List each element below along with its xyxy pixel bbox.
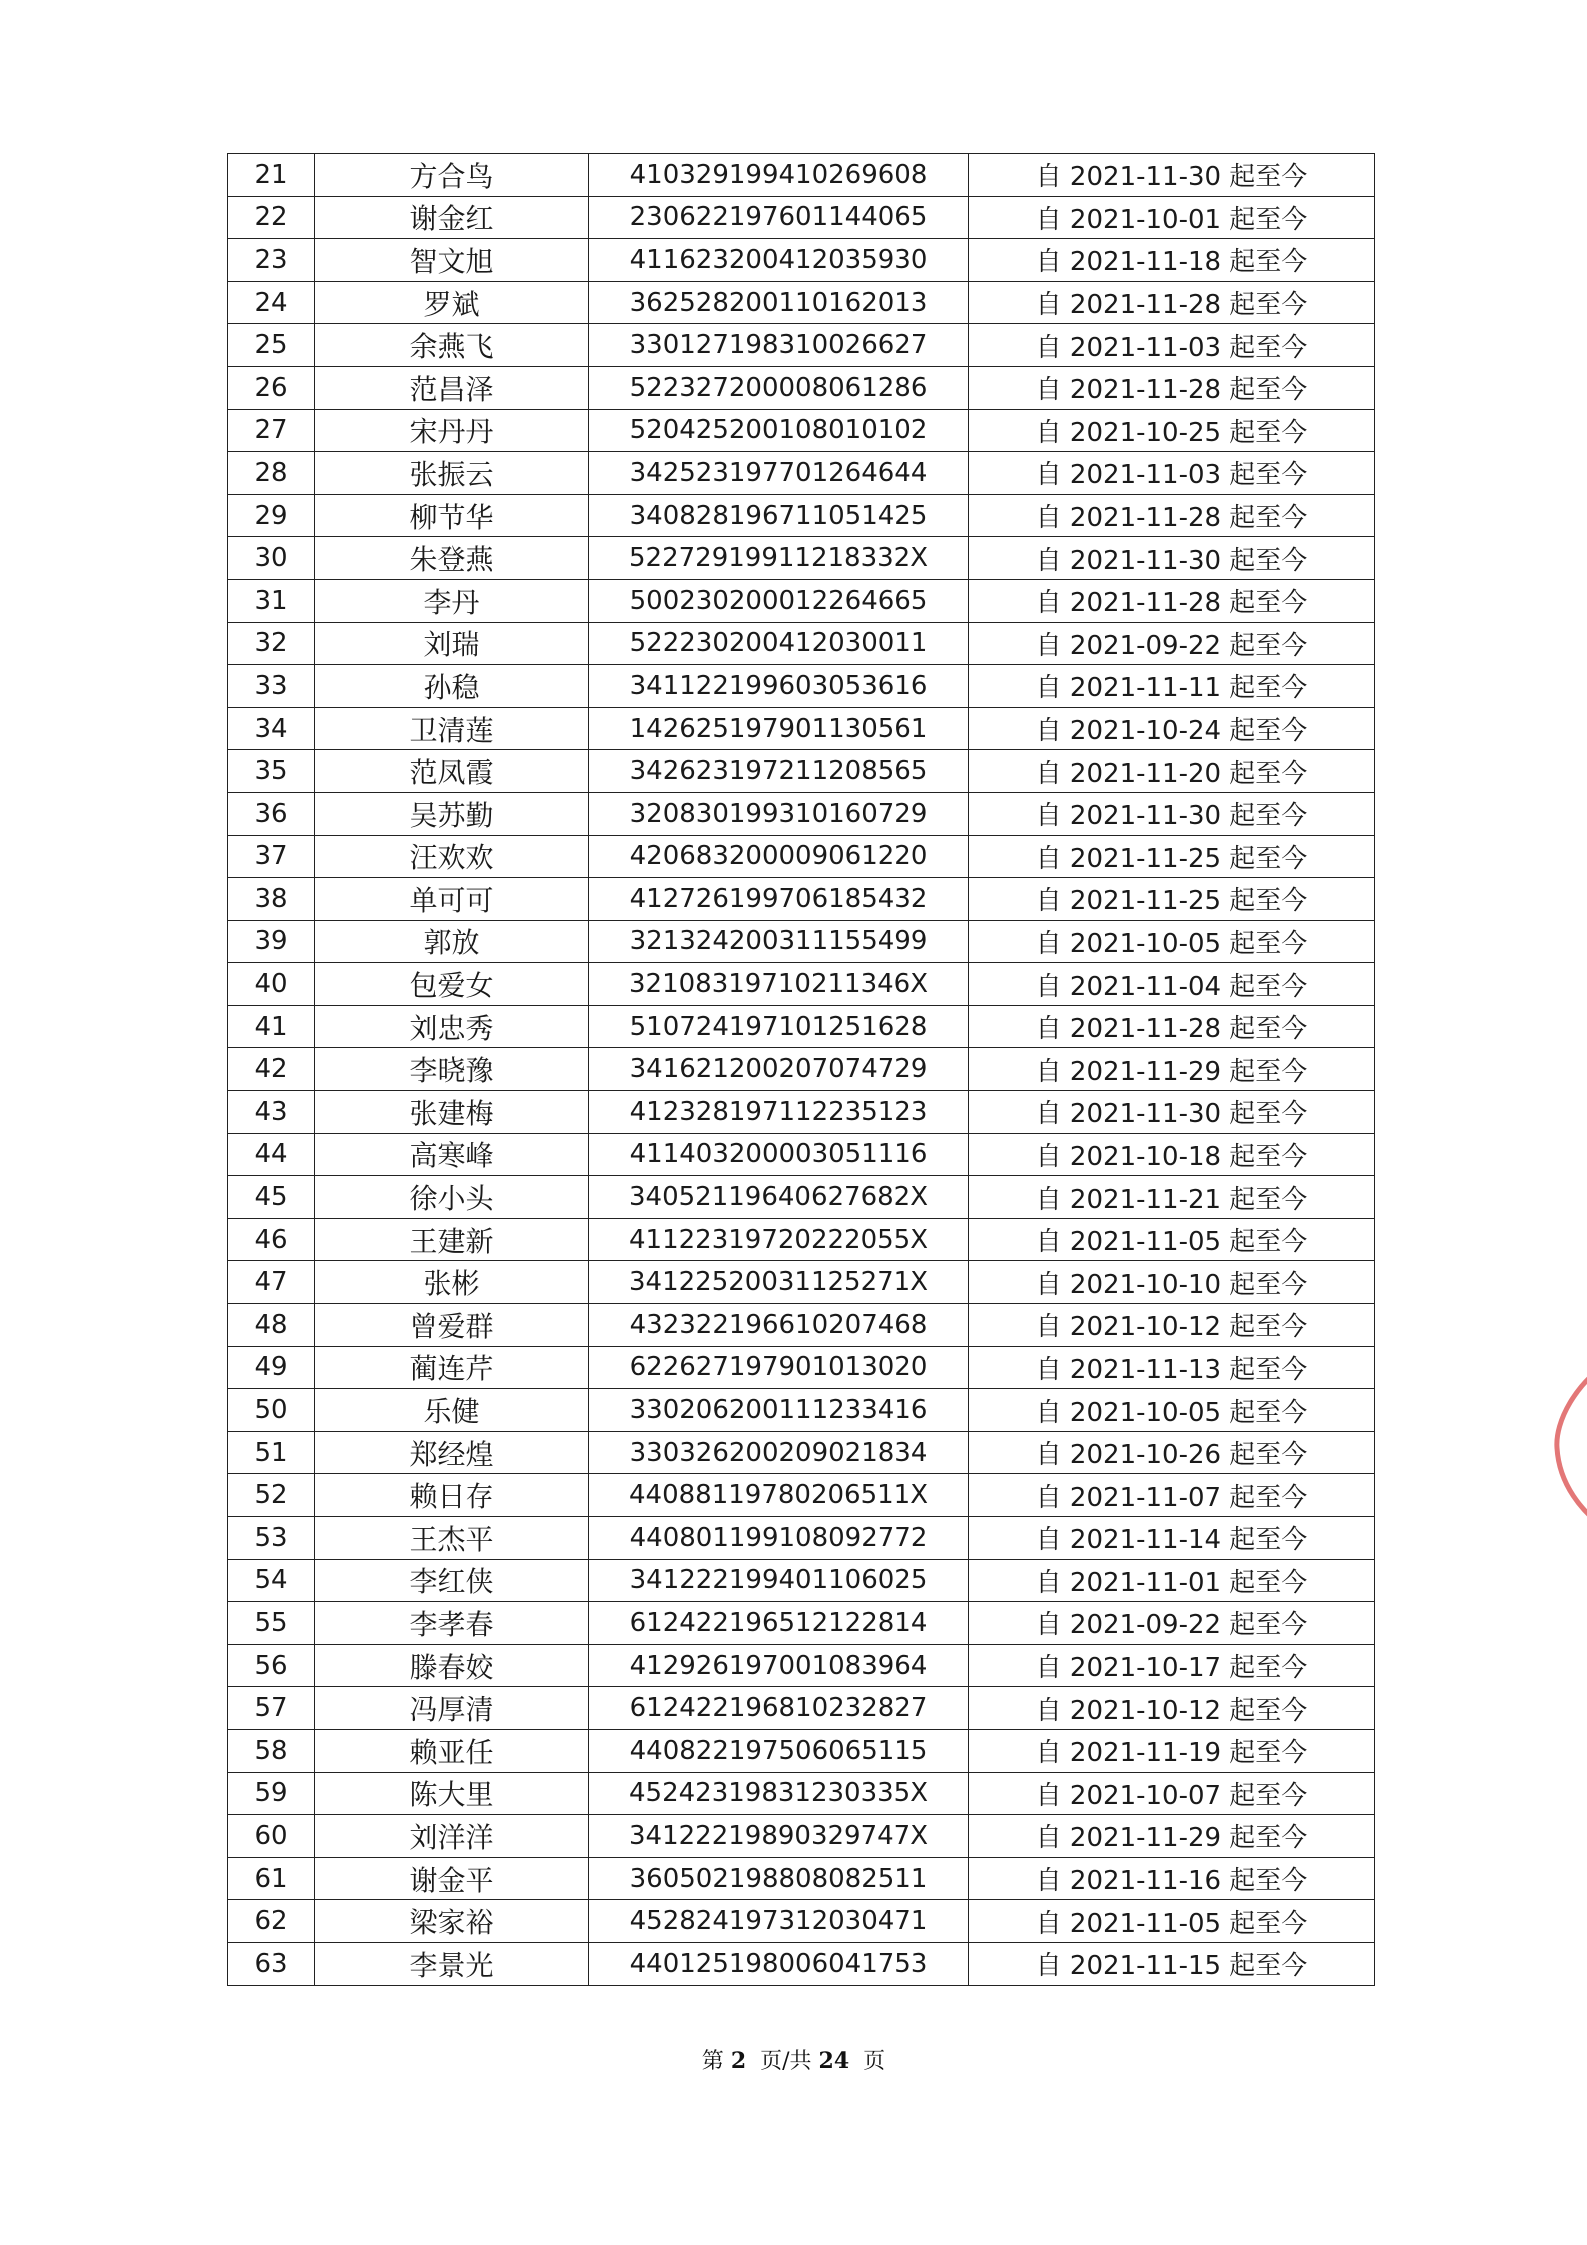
row-name-cell: 徐小头	[315, 1176, 589, 1219]
row-number-cell: 28	[228, 452, 315, 495]
row-id-number-cell: 330127198310026627	[589, 324, 969, 367]
table-row	[228, 750, 1375, 793]
row-name-cell: 柳节华	[315, 494, 589, 537]
row-number-cell: 22	[228, 196, 315, 239]
table-row	[228, 1474, 1375, 1517]
footer-middle: 页/共	[760, 2049, 812, 2074]
row-name-cell: 刘瑞	[315, 622, 589, 665]
row-number-cell: 34	[228, 707, 315, 750]
row-name-cell: 孙稳	[315, 665, 589, 708]
row-number-cell: 41	[228, 1005, 315, 1048]
row-period-cell: 自 2021-10-24 起至今	[969, 707, 1375, 750]
row-id-number-cell: 410329199410269608	[589, 154, 969, 197]
row-name-cell: 王建新	[315, 1218, 589, 1261]
table-row	[228, 878, 1375, 921]
row-id-number-cell: 341122199603053616	[589, 665, 969, 708]
row-period-cell: 自 2021-11-18 起至今	[969, 239, 1375, 282]
row-name-cell: 陈大里	[315, 1772, 589, 1815]
row-period-cell: 自 2021-11-28 起至今	[969, 494, 1375, 537]
table-row	[228, 1517, 1375, 1560]
row-id-number-cell: 622627197901013020	[589, 1346, 969, 1389]
row-id-number-cell: 34122520031125271X	[589, 1261, 969, 1304]
table-row	[228, 537, 1375, 580]
table-row	[228, 1729, 1375, 1772]
row-period-cell: 自 2021-11-15 起至今	[969, 1942, 1375, 1985]
row-id-number-cell: 440125198006041753	[589, 1942, 969, 1985]
row-id-number-cell: 411403200003051116	[589, 1133, 969, 1176]
row-number-cell: 62	[228, 1900, 315, 1943]
row-id-number-cell: 342523197701264644	[589, 452, 969, 495]
table-row	[228, 154, 1375, 197]
row-name-cell: 宋丹丹	[315, 409, 589, 452]
row-id-number-cell: 44088119780206511X	[589, 1474, 969, 1517]
table-row	[228, 1133, 1375, 1176]
row-period-cell: 自 2021-10-18 起至今	[969, 1133, 1375, 1176]
row-id-number-cell: 522230200412030011	[589, 622, 969, 665]
table-row	[228, 1346, 1375, 1389]
table-row	[228, 494, 1375, 537]
row-number-cell: 45	[228, 1176, 315, 1219]
row-id-number-cell: 330206200111233416	[589, 1389, 969, 1432]
row-period-cell: 自 2021-11-03 起至今	[969, 324, 1375, 367]
row-id-number-cell: 32108319710211346X	[589, 963, 969, 1006]
table-row	[228, 665, 1375, 708]
row-number-cell: 36	[228, 792, 315, 835]
row-number-cell: 48	[228, 1304, 315, 1347]
row-name-cell: 郭放	[315, 920, 589, 963]
row-period-cell: 自 2021-11-29 起至今	[969, 1815, 1375, 1858]
row-id-number-cell: 360502198808082511	[589, 1857, 969, 1900]
row-number-cell: 52	[228, 1474, 315, 1517]
table-row	[228, 835, 1375, 878]
row-name-cell: 范昌泽	[315, 366, 589, 409]
row-period-cell: 自 2021-11-03 起至今	[969, 452, 1375, 495]
row-number-cell: 39	[228, 920, 315, 963]
table-row	[228, 1304, 1375, 1347]
row-period-cell: 自 2021-11-21 起至今	[969, 1176, 1375, 1219]
row-period-cell: 自 2021-11-19 起至今	[969, 1729, 1375, 1772]
row-name-cell: 王杰平	[315, 1517, 589, 1560]
row-name-cell: 蔺连芹	[315, 1346, 589, 1389]
row-name-cell: 赖亚任	[315, 1729, 589, 1772]
row-period-cell: 自 2021-11-25 起至今	[969, 835, 1375, 878]
row-period-cell: 自 2021-09-22 起至今	[969, 1602, 1375, 1645]
row-id-number-cell: 362528200110162013	[589, 281, 969, 324]
row-id-number-cell: 330326200209021834	[589, 1431, 969, 1474]
row-id-number-cell: 34122219890329747X	[589, 1815, 969, 1858]
row-number-cell: 58	[228, 1729, 315, 1772]
table-row	[228, 1176, 1375, 1219]
row-name-cell: 刘忠秀	[315, 1005, 589, 1048]
row-id-number-cell: 52272919911218332X	[589, 537, 969, 580]
row-id-number-cell: 440822197506065115	[589, 1729, 969, 1772]
row-name-cell: 吴苏勤	[315, 792, 589, 835]
row-id-number-cell: 510724197101251628	[589, 1005, 969, 1048]
row-id-number-cell: 342623197211208565	[589, 750, 969, 793]
row-id-number-cell: 440801199108092772	[589, 1517, 969, 1560]
row-period-cell: 自 2021-10-07 起至今	[969, 1772, 1375, 1815]
row-number-cell: 42	[228, 1048, 315, 1091]
row-name-cell: 冯厚清	[315, 1687, 589, 1730]
table-row	[228, 1005, 1375, 1048]
row-period-cell: 自 2021-10-01 起至今	[969, 196, 1375, 239]
row-id-number-cell: 341222199401106025	[589, 1559, 969, 1602]
row-number-cell: 50	[228, 1389, 315, 1432]
row-id-number-cell: 341621200207074729	[589, 1048, 969, 1091]
row-name-cell: 张彬	[315, 1261, 589, 1304]
row-period-cell: 自 2021-11-30 起至今	[969, 792, 1375, 835]
row-number-cell: 31	[228, 579, 315, 622]
table-row	[228, 1687, 1375, 1730]
row-id-number-cell: 412926197001083964	[589, 1644, 969, 1687]
row-number-cell: 60	[228, 1815, 315, 1858]
table-row	[228, 963, 1375, 1006]
row-number-cell: 38	[228, 878, 315, 921]
row-number-cell: 63	[228, 1942, 315, 1985]
row-name-cell: 谢金平	[315, 1857, 589, 1900]
row-name-cell: 李丹	[315, 579, 589, 622]
table-row	[228, 1389, 1375, 1432]
row-period-cell: 自 2021-11-20 起至今	[969, 750, 1375, 793]
row-number-cell: 25	[228, 324, 315, 367]
table-row	[228, 792, 1375, 835]
row-period-cell: 自 2021-11-28 起至今	[969, 281, 1375, 324]
row-name-cell: 张振云	[315, 452, 589, 495]
page-footer	[0, 2044, 1587, 2075]
row-name-cell: 刘洋洋	[315, 1815, 589, 1858]
table-row	[228, 920, 1375, 963]
row-period-cell: 自 2021-11-30 起至今	[969, 154, 1375, 197]
row-period-cell: 自 2021-10-25 起至今	[969, 409, 1375, 452]
row-period-cell: 自 2021-11-28 起至今	[969, 366, 1375, 409]
row-id-number-cell: 41122319720222055X	[589, 1218, 969, 1261]
row-name-cell: 李孝春	[315, 1602, 589, 1645]
row-name-cell: 方合鸟	[315, 154, 589, 197]
row-number-cell: 59	[228, 1772, 315, 1815]
table-row	[228, 1431, 1375, 1474]
footer-prefix: 第	[701, 2049, 724, 2074]
table-row	[228, 366, 1375, 409]
row-name-cell: 范凤霞	[315, 750, 589, 793]
row-id-number-cell: 230622197601144065	[589, 196, 969, 239]
row-period-cell: 自 2021-11-28 起至今	[969, 1005, 1375, 1048]
footer-page-number: 2	[730, 2048, 747, 2074]
roster-table-body	[228, 154, 1375, 1986]
table-row	[228, 1772, 1375, 1815]
table-row	[228, 1815, 1375, 1858]
row-name-cell: 曾爱群	[315, 1304, 589, 1347]
table-row	[228, 1091, 1375, 1134]
row-period-cell: 自 2021-11-30 起至今	[969, 537, 1375, 580]
row-id-number-cell: 412328197112235123	[589, 1091, 969, 1134]
row-id-number-cell: 34052119640627682X	[589, 1176, 969, 1219]
row-name-cell: 郑经煌	[315, 1431, 589, 1474]
table-row	[228, 409, 1375, 452]
row-name-cell: 朱登燕	[315, 537, 589, 580]
row-number-cell: 43	[228, 1091, 315, 1134]
row-period-cell: 自 2021-11-05 起至今	[969, 1218, 1375, 1261]
table-row	[228, 622, 1375, 665]
row-id-number-cell: 500230200012264665	[589, 579, 969, 622]
row-number-cell: 51	[228, 1431, 315, 1474]
row-period-cell: 自 2021-11-01 起至今	[969, 1559, 1375, 1602]
row-id-number-cell: 522327200008061286	[589, 366, 969, 409]
row-number-cell: 46	[228, 1218, 315, 1261]
row-name-cell: 滕春姣	[315, 1644, 589, 1687]
table-row	[228, 324, 1375, 367]
row-number-cell: 23	[228, 239, 315, 282]
row-period-cell: 自 2021-11-14 起至今	[969, 1517, 1375, 1560]
table-row	[228, 1857, 1375, 1900]
row-period-cell: 自 2021-11-07 起至今	[969, 1474, 1375, 1517]
row-period-cell: 自 2021-10-12 起至今	[969, 1304, 1375, 1347]
row-name-cell: 李晓豫	[315, 1048, 589, 1091]
row-period-cell: 自 2021-11-16 起至今	[969, 1857, 1375, 1900]
row-name-cell: 汪欢欢	[315, 835, 589, 878]
row-id-number-cell: 432322196610207468	[589, 1304, 969, 1347]
row-number-cell: 53	[228, 1517, 315, 1560]
row-number-cell: 44	[228, 1133, 315, 1176]
table-row	[228, 1942, 1375, 1985]
table-row	[228, 579, 1375, 622]
table-row	[228, 196, 1375, 239]
table-row	[228, 1048, 1375, 1091]
row-number-cell: 40	[228, 963, 315, 1006]
table-row	[228, 707, 1375, 750]
row-period-cell: 自 2021-10-26 起至今	[969, 1431, 1375, 1474]
row-period-cell: 自 2021-11-04 起至今	[969, 963, 1375, 1006]
row-period-cell: 自 2021-11-28 起至今	[969, 579, 1375, 622]
row-number-cell: 57	[228, 1687, 315, 1730]
row-number-cell: 47	[228, 1261, 315, 1304]
row-id-number-cell: 420683200009061220	[589, 835, 969, 878]
row-name-cell: 罗斌	[315, 281, 589, 324]
row-number-cell: 26	[228, 366, 315, 409]
row-id-number-cell: 612422196810232827	[589, 1687, 969, 1730]
row-number-cell: 30	[228, 537, 315, 580]
row-id-number-cell: 412726199706185432	[589, 878, 969, 921]
row-number-cell: 32	[228, 622, 315, 665]
row-number-cell: 27	[228, 409, 315, 452]
row-name-cell: 单可可	[315, 878, 589, 921]
row-period-cell: 自 2021-11-05 起至今	[969, 1900, 1375, 1943]
row-number-cell: 33	[228, 665, 315, 708]
row-period-cell: 自 2021-11-13 起至今	[969, 1346, 1375, 1389]
row-number-cell: 24	[228, 281, 315, 324]
row-period-cell: 自 2021-10-12 起至今	[969, 1687, 1375, 1730]
row-name-cell: 李景光	[315, 1942, 589, 1985]
row-period-cell: 自 2021-09-22 起至今	[969, 622, 1375, 665]
row-id-number-cell: 520425200108010102	[589, 409, 969, 452]
table-row	[228, 1602, 1375, 1645]
row-name-cell: 高寒峰	[315, 1133, 589, 1176]
row-id-number-cell: 411623200412035930	[589, 239, 969, 282]
row-period-cell: 自 2021-11-25 起至今	[969, 878, 1375, 921]
row-id-number-cell: 320830199310160729	[589, 792, 969, 835]
seal-stamp-fragment	[1545, 1352, 1587, 1542]
table-row	[228, 239, 1375, 282]
table-row	[228, 452, 1375, 495]
table-row	[228, 281, 1375, 324]
row-name-cell: 梁家裕	[315, 1900, 589, 1943]
table-row	[228, 1261, 1375, 1304]
row-id-number-cell: 321324200311155499	[589, 920, 969, 963]
row-number-cell: 21	[228, 154, 315, 197]
row-name-cell: 乐健	[315, 1389, 589, 1432]
table-row	[228, 1218, 1375, 1261]
row-period-cell: 自 2021-10-10 起至今	[969, 1261, 1375, 1304]
row-number-cell: 61	[228, 1857, 315, 1900]
row-period-cell: 自 2021-10-05 起至今	[969, 920, 1375, 963]
row-number-cell: 49	[228, 1346, 315, 1389]
row-number-cell: 55	[228, 1602, 315, 1645]
row-period-cell: 自 2021-10-17 起至今	[969, 1644, 1375, 1687]
row-id-number-cell: 45242319831230335X	[589, 1772, 969, 1815]
footer-total-pages: 24	[818, 2048, 850, 2074]
row-name-cell: 张建梅	[315, 1091, 589, 1134]
row-name-cell: 卫清莲	[315, 707, 589, 750]
row-name-cell: 包爱女	[315, 963, 589, 1006]
row-name-cell: 李红侠	[315, 1559, 589, 1602]
footer-suffix: 页	[863, 2049, 886, 2074]
row-id-number-cell: 452824197312030471	[589, 1900, 969, 1943]
table-row	[228, 1900, 1375, 1943]
row-period-cell: 自 2021-11-29 起至今	[969, 1048, 1375, 1091]
row-name-cell: 谢金红	[315, 196, 589, 239]
table-row	[228, 1559, 1375, 1602]
row-number-cell: 35	[228, 750, 315, 793]
row-period-cell: 自 2021-10-05 起至今	[969, 1389, 1375, 1432]
row-name-cell: 余燕飞	[315, 324, 589, 367]
row-name-cell: 智文旭	[315, 239, 589, 282]
row-id-number-cell: 142625197901130561	[589, 707, 969, 750]
row-number-cell: 56	[228, 1644, 315, 1687]
row-number-cell: 29	[228, 494, 315, 537]
row-name-cell: 赖日存	[315, 1474, 589, 1517]
roster-table	[227, 153, 1375, 1986]
row-period-cell: 自 2021-11-30 起至今	[969, 1091, 1375, 1134]
table-row	[228, 1644, 1375, 1687]
row-id-number-cell: 340828196711051425	[589, 494, 969, 537]
row-period-cell: 自 2021-11-11 起至今	[969, 665, 1375, 708]
row-number-cell: 37	[228, 835, 315, 878]
row-number-cell: 54	[228, 1559, 315, 1602]
row-id-number-cell: 612422196512122814	[589, 1602, 969, 1645]
